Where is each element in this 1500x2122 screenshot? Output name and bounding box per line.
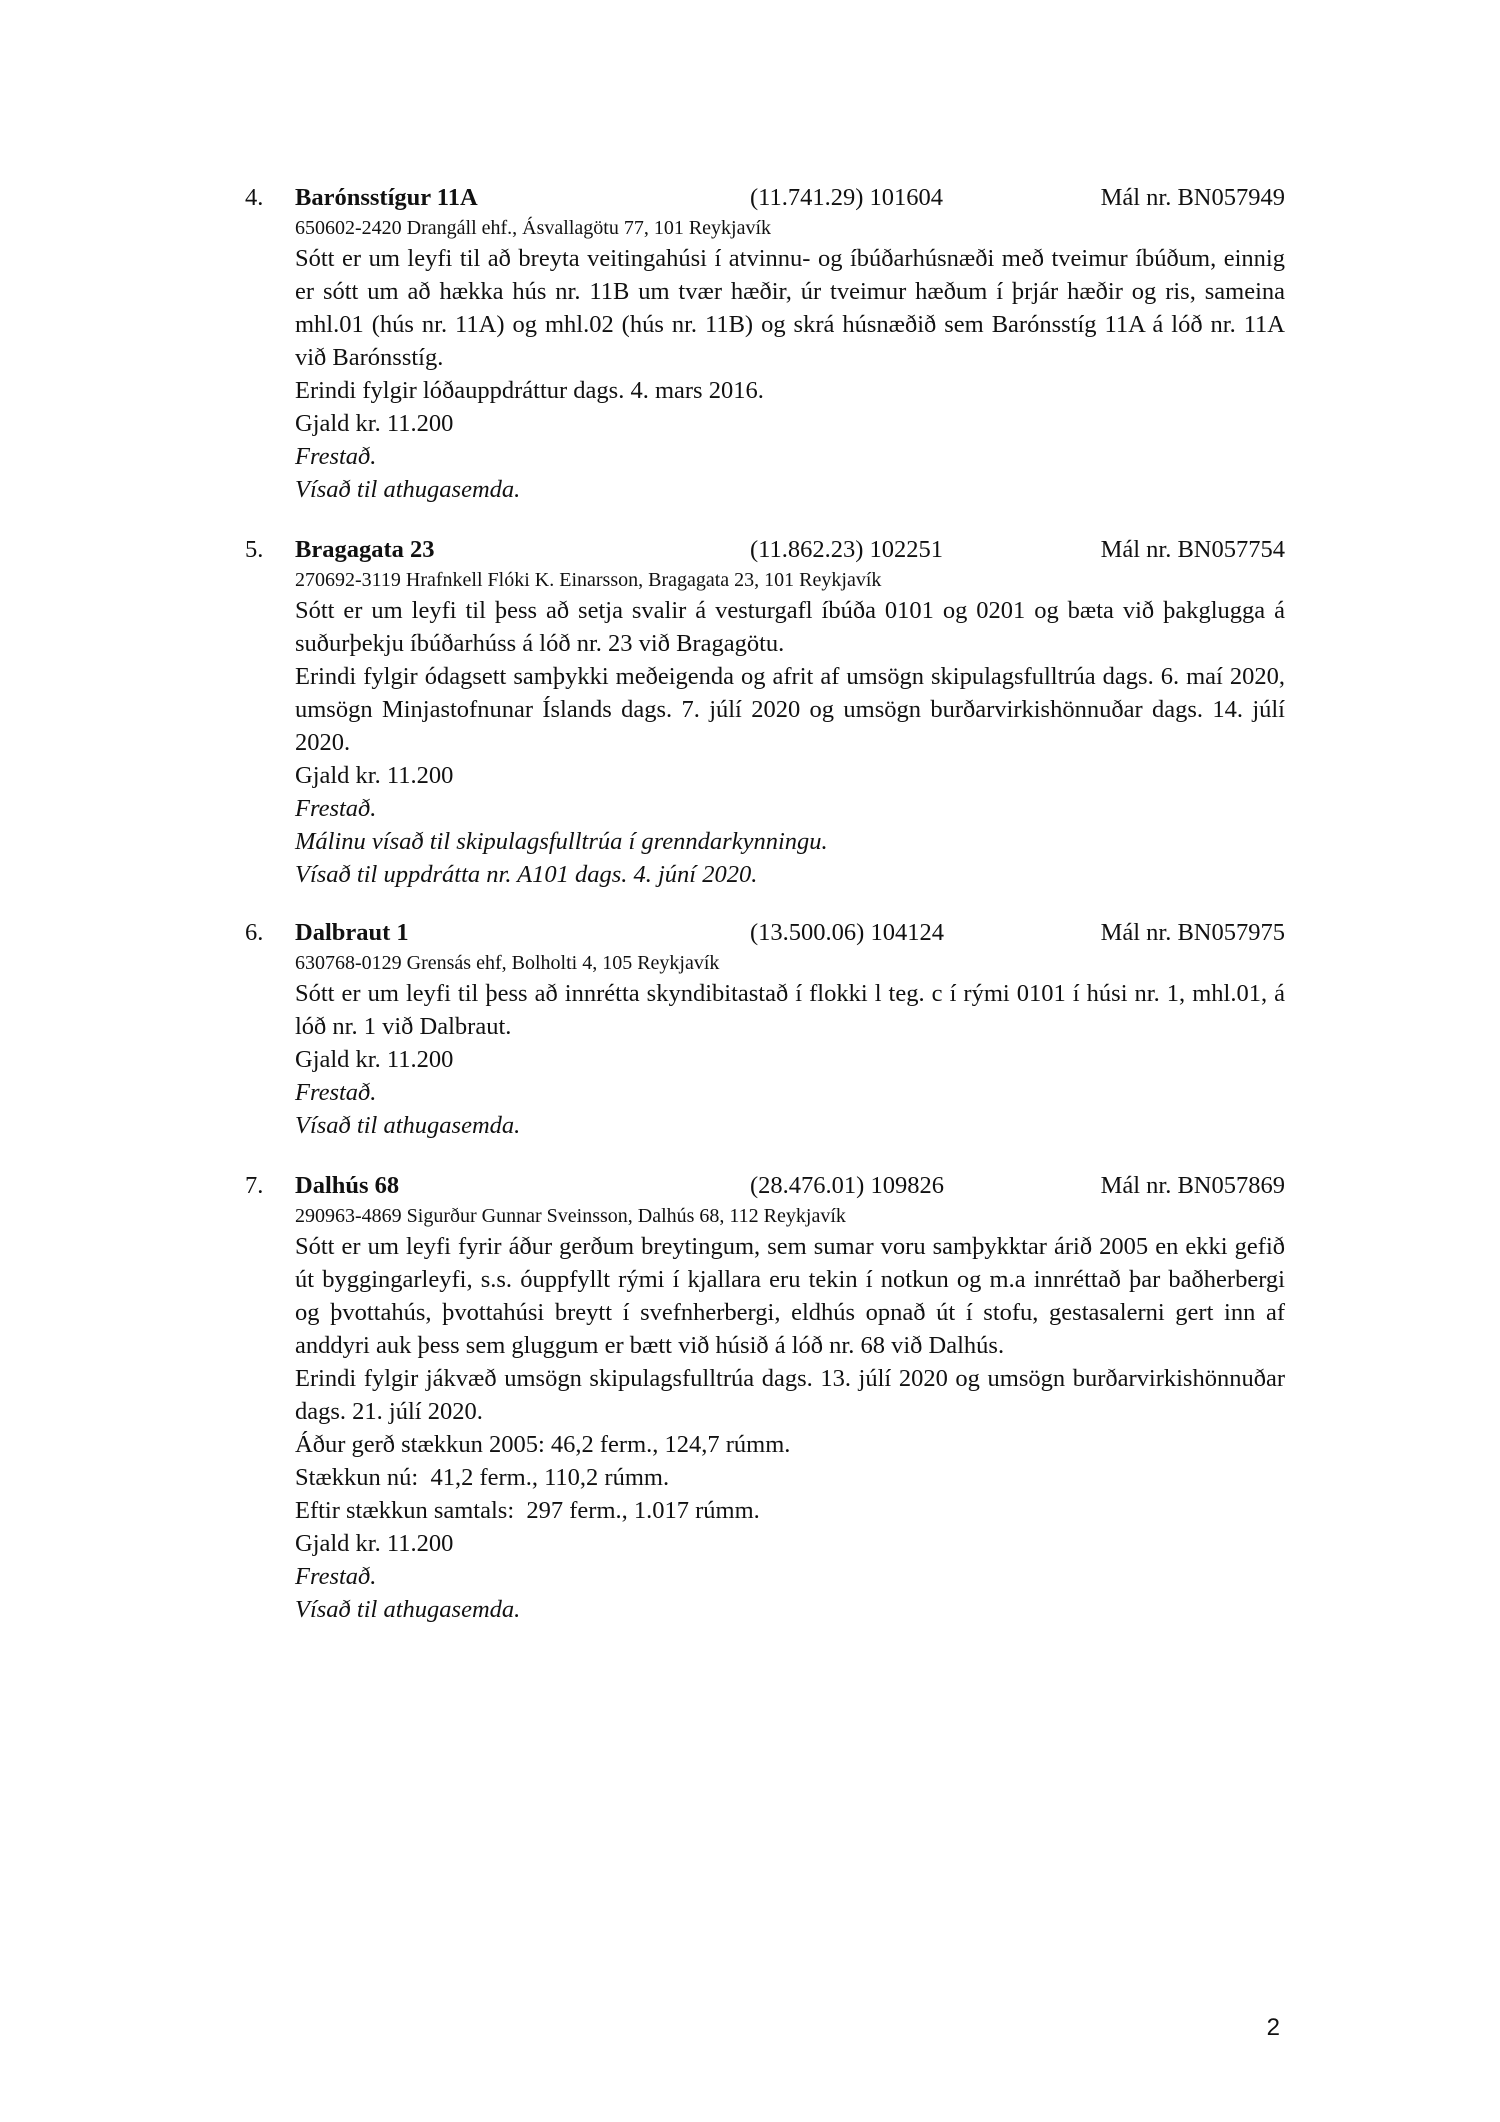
case-header (245, 916, 1285, 950)
case-number-id: Mál nr. BN057975 (1100, 919, 1285, 946)
case-fee: Gjald kr. 11.200 (295, 762, 454, 789)
case-decision: Frestað. (295, 443, 377, 470)
case-applicant: 630768-0129 Grensás ehf, Bolholti 4, 105 Reykjavík (295, 952, 720, 974)
case-body (295, 594, 1285, 891)
case-title: Dalbraut 1 (295, 919, 409, 946)
case-area-line: Eftir stækkun samtals: 297 ferm., 1.017 rúmm. (295, 1497, 760, 1524)
case-applicant: 270692-3119 Hrafnkell Flóki K. Einarsson, Bragagata 23, 101 Reykjavík (295, 569, 882, 591)
case-body (295, 977, 1285, 1142)
case-reference: (28.476.01) 109826 (750, 1172, 944, 1199)
case-decision: Vísað til uppdrátta nr. A101 dags. 4. júní 2020. (295, 861, 758, 888)
case-description: Sótt er um leyfi til að breyta veitingahúsi í atvinnu- og íbúðarhúsnæði með tveimur íbúðum, einnig er sótt um að hækka hús nr. 11B um tvær hæðir, úr tveimur hæðum í þrjár hæðir og ris, sameina mhl.01 (hús nr. 11A) og mhl.02 (hús nr. 11B) og skrá húsnæðið sem Barónsstíg 11A á lóð nr. 11A við Barónsstíg. (295, 245, 1285, 371)
case-attachments: Erindi fylgir ódagsett samþykki meðeigenda og afrit af umsögn skipulagsfulltrúa dags. 6. maí 2020, umsögn Minjastofnunar Íslands dags. 7. júlí 2020 og umsögn burðarvirkishönnuðar dags. 14. júlí 2020. (295, 663, 1285, 756)
case-decision: Frestað. (295, 1563, 377, 1590)
case-header (245, 1169, 1285, 1203)
page-number: 2 (1266, 2014, 1280, 2041)
case-description: Sótt er um leyfi til þess að innrétta skyndibitastað í flokki l teg. c í rými 0101 í húsi nr. 1, mhl.01, á lóð nr. 1 við Dalbraut. (295, 980, 1285, 1040)
case-item (245, 181, 1285, 506)
case-title: Bragagata 23 (295, 536, 435, 563)
case-decision: Vísað til athugasemda. (295, 1596, 521, 1623)
case-decision: Frestað. (295, 795, 377, 822)
case-title: Dalhús 68 (295, 1172, 400, 1199)
case-number: 7. (245, 1172, 264, 1199)
case-body (295, 1230, 1285, 1626)
case-decision: Málinu vísað til skipulagsfulltrúa í grenndarkynningu. (295, 828, 828, 855)
case-number-id: Mál nr. BN057754 (1100, 536, 1285, 563)
case-attachments: Erindi fylgir lóðauppdráttur dags. 4. mars 2016. (295, 377, 764, 404)
case-fee: Gjald kr. 11.200 (295, 410, 454, 437)
case-description: Sótt er um leyfi fyrir áður gerðum breytingum, sem sumar voru samþykktar árið 2005 en ekki gefið út byggingarleyfi, s.s. óuppfyllt rými í kjallara eru tekin í notkun og m.a innréttað þar baðherbergi og þvottahús, þvottahúsi breytt í svefnherbergi, eldhús opnað út í stofu, gestasalerni gert inn af anddyri auk þess sem gluggum er bætt við húsið á lóð nr. 68 við Dalhús. (295, 1233, 1285, 1359)
case-applicant: 290963-4869 Sigurður Gunnar Sveinsson, Dalhús 68, 112 Reykjavík (295, 1205, 846, 1227)
case-number-id: Mál nr. BN057869 (1100, 1172, 1285, 1199)
case-attachments: Erindi fylgir jákvæð umsögn skipulagsfulltrúa dags. 13. júlí 2020 og umsögn burðarvirkishönnuðar dags. 21. júlí 2020. (295, 1365, 1285, 1425)
case-header (245, 181, 1285, 215)
case-description: Sótt er um leyfi til þess að setja svalir á vesturgafl íbúða 0101 og 0201 og bæta við þakglugga á suðurþekju íbúðarhúss á lóð nr. 23 við Bragagötu. (295, 597, 1285, 657)
case-item (245, 916, 1285, 1142)
case-area-line: Stækkun nú: 41,2 ferm., 110,2 rúmm. (295, 1464, 670, 1491)
case-decision: Vísað til athugasemda. (295, 476, 521, 503)
case-title: Barónsstígur 11A (295, 184, 478, 211)
case-applicant: 650602-2420 Drangáll ehf., Ásvallagötu 77, 101 Reykjavík (295, 217, 772, 239)
case-number-id: Mál nr. BN057949 (1100, 184, 1285, 211)
case-item (245, 533, 1285, 891)
case-item (245, 1169, 1285, 1626)
case-number: 5. (245, 536, 264, 563)
case-number: 4. (245, 184, 264, 211)
case-decision: Vísað til athugasemda. (295, 1112, 521, 1139)
case-number: 6. (245, 919, 264, 946)
case-reference: (11.862.23) 102251 (750, 536, 944, 563)
case-fee: Gjald kr. 11.200 (295, 1530, 454, 1557)
case-body (295, 242, 1285, 506)
case-decision: Frestað. (295, 1079, 377, 1106)
case-reference: (11.741.29) 101604 (750, 184, 944, 211)
case-fee: Gjald kr. 11.200 (295, 1046, 454, 1073)
case-area-line: Áður gerð stækkun 2005: 46,2 ferm., 124,7 rúmm. (295, 1431, 791, 1458)
case-header (245, 533, 1285, 567)
case-reference: (13.500.06) 104124 (750, 919, 944, 946)
